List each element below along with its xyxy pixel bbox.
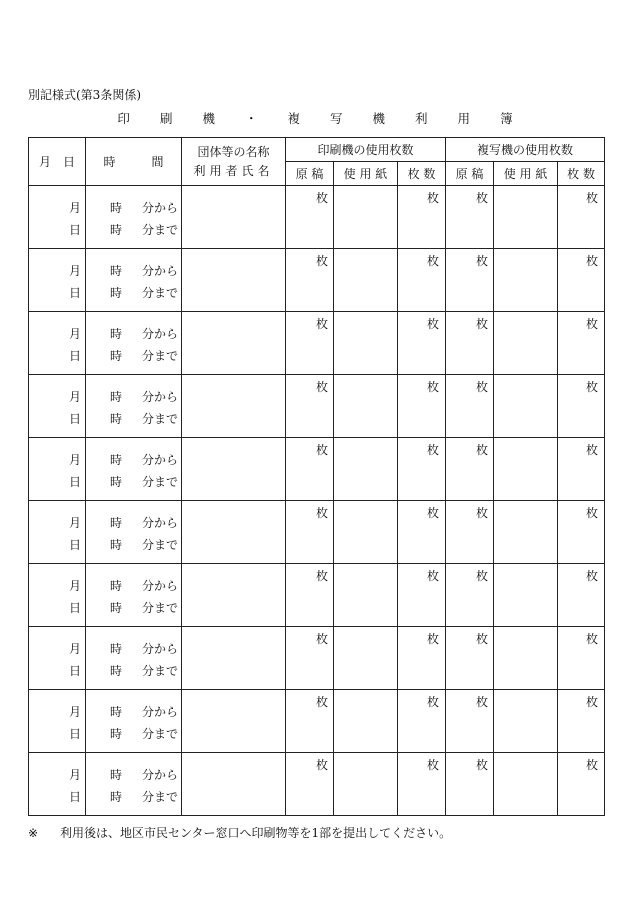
minute-from-label: 分から bbox=[142, 390, 179, 404]
hour-label: 時 bbox=[110, 516, 123, 530]
month-label: 月 bbox=[69, 327, 82, 341]
time-from bbox=[110, 768, 179, 782]
minute-to-label: 分まで bbox=[142, 538, 179, 552]
copier-count-cell[interactable] bbox=[558, 249, 605, 312]
printer-count-cell[interactable] bbox=[398, 564, 446, 627]
printer-paper-cell[interactable] bbox=[334, 186, 398, 249]
title-char: 簿 bbox=[500, 111, 513, 126]
ledger-row bbox=[29, 375, 605, 438]
ledger-row bbox=[29, 690, 605, 753]
minute-to-label: 分まで bbox=[142, 286, 179, 300]
footnote-text: 利用後は、地区市民センター窓口へ印刷物等を1部を提出してください。 bbox=[60, 826, 452, 840]
time-from bbox=[110, 264, 179, 278]
sheet-unit-label: 枚 bbox=[427, 695, 440, 709]
copier-count-cell[interactable] bbox=[558, 501, 605, 564]
title-char: 用 bbox=[457, 111, 471, 126]
footnote bbox=[28, 824, 451, 841]
date-cell[interactable] bbox=[29, 312, 86, 375]
copier-count-cell[interactable] bbox=[558, 438, 605, 501]
copier-count-cell[interactable] bbox=[558, 312, 605, 375]
ledger-row bbox=[29, 249, 605, 312]
minute-to-label: 分まで bbox=[142, 223, 179, 237]
copier-original-cell[interactable] bbox=[446, 564, 494, 627]
organization-user-cell[interactable] bbox=[182, 186, 286, 249]
ledger-row bbox=[29, 627, 605, 690]
month-label: 月 bbox=[69, 642, 82, 656]
copier-original-cell[interactable] bbox=[446, 312, 494, 375]
header-copier-count: 枚 数 bbox=[558, 162, 605, 186]
month-label: 月 bbox=[69, 264, 82, 278]
printer-count-cell[interactable] bbox=[398, 249, 446, 312]
sheet-unit-label: 枚 bbox=[476, 695, 489, 709]
sheet-unit-label: 枚 bbox=[476, 758, 489, 772]
day-label: 日 bbox=[69, 664, 82, 678]
printer-paper-cell[interactable] bbox=[334, 501, 398, 564]
footnote-mark: ※ bbox=[28, 826, 39, 840]
date-cell[interactable] bbox=[29, 249, 86, 312]
time-to bbox=[110, 412, 179, 426]
printer-original-cell[interactable] bbox=[286, 501, 334, 564]
hour-label: 時 bbox=[110, 727, 123, 741]
copier-original-cell[interactable] bbox=[446, 501, 494, 564]
hour-label: 時 bbox=[110, 790, 123, 804]
printer-count-cell[interactable] bbox=[398, 753, 446, 816]
month-label: 月 bbox=[69, 453, 82, 467]
header-organization bbox=[182, 138, 286, 186]
printer-original-cell[interactable] bbox=[286, 690, 334, 753]
printer-paper-cell[interactable] bbox=[334, 312, 398, 375]
copier-original-cell[interactable] bbox=[446, 753, 494, 816]
time-cell[interactable] bbox=[86, 249, 182, 312]
copier-paper-cell[interactable] bbox=[494, 627, 558, 690]
time-from bbox=[110, 390, 179, 404]
printer-count-cell[interactable] bbox=[398, 690, 446, 753]
time-from bbox=[110, 453, 179, 467]
minute-from-label: 分から bbox=[142, 453, 179, 467]
copier-count-cell[interactable] bbox=[558, 186, 605, 249]
printer-original-cell[interactable] bbox=[286, 249, 334, 312]
minute-to-label: 分まで bbox=[142, 601, 179, 615]
printer-original-cell[interactable] bbox=[286, 564, 334, 627]
ledger-row bbox=[29, 753, 605, 816]
month-label: 月 bbox=[69, 768, 82, 782]
organization-user-cell[interactable] bbox=[182, 375, 286, 438]
time-cell[interactable] bbox=[86, 627, 182, 690]
header-date: 月 日 bbox=[29, 138, 86, 186]
hour-label: 時 bbox=[110, 327, 123, 341]
copier-paper-cell[interactable] bbox=[494, 690, 558, 753]
hour-label: 時 bbox=[110, 768, 123, 782]
minute-from-label: 分から bbox=[142, 579, 179, 593]
day-label: 日 bbox=[69, 790, 82, 804]
minute-from-label: 分から bbox=[142, 642, 179, 656]
sheet-unit-label: 枚 bbox=[427, 443, 440, 457]
day-label: 日 bbox=[69, 601, 82, 615]
hour-label: 時 bbox=[110, 601, 123, 615]
sheet-unit-label: 枚 bbox=[476, 191, 489, 205]
hour-label: 時 bbox=[110, 286, 123, 300]
sheet-unit-label: 枚 bbox=[586, 443, 599, 457]
printer-count-cell[interactable] bbox=[398, 438, 446, 501]
sheet-unit-label: 枚 bbox=[427, 380, 440, 394]
organization-user-cell[interactable] bbox=[182, 312, 286, 375]
day-label: 日 bbox=[69, 349, 82, 363]
sheet-unit-label: 枚 bbox=[316, 254, 329, 268]
header-copier-group: 複写機の使用枚数 bbox=[446, 138, 605, 162]
time-from bbox=[110, 201, 179, 215]
time-from bbox=[110, 705, 179, 719]
hour-label: 時 bbox=[110, 664, 123, 678]
sheet-unit-label: 枚 bbox=[316, 632, 329, 646]
printer-count-cell[interactable] bbox=[398, 627, 446, 690]
title-char: 印 bbox=[117, 111, 130, 126]
time-cell[interactable] bbox=[86, 501, 182, 564]
time-cell[interactable] bbox=[86, 690, 182, 753]
organization-user-cell[interactable] bbox=[182, 249, 286, 312]
printer-paper-cell[interactable] bbox=[334, 627, 398, 690]
organization-user-cell[interactable] bbox=[182, 501, 286, 564]
usage-ledger-table bbox=[28, 137, 605, 816]
hour-label: 時 bbox=[110, 579, 123, 593]
copier-original-cell[interactable] bbox=[446, 249, 494, 312]
sheet-unit-label: 枚 bbox=[427, 632, 440, 646]
title-char: 機 bbox=[372, 111, 386, 126]
hour-label: 時 bbox=[110, 390, 123, 404]
sheet-unit-label: 枚 bbox=[586, 695, 599, 709]
copier-count-cell[interactable] bbox=[558, 627, 605, 690]
sheet-unit-label: 枚 bbox=[427, 758, 440, 772]
header-time: 時 間 bbox=[86, 138, 182, 186]
date-cell[interactable] bbox=[29, 375, 86, 438]
header-user-name: 利用者氏名 bbox=[193, 164, 274, 178]
printer-original-cell[interactable] bbox=[286, 375, 334, 438]
ledger-row bbox=[29, 312, 605, 375]
ledger-body bbox=[29, 186, 605, 816]
hour-label: 時 bbox=[110, 642, 123, 656]
sheet-unit-label: 枚 bbox=[476, 380, 489, 394]
sheet-unit-label: 枚 bbox=[586, 380, 599, 394]
time-from bbox=[110, 327, 179, 341]
copier-original-cell[interactable] bbox=[446, 627, 494, 690]
copier-count-cell[interactable] bbox=[558, 753, 605, 816]
sheet-unit-label: 枚 bbox=[316, 443, 329, 457]
minute-to-label: 分まで bbox=[142, 412, 179, 426]
copier-paper-cell[interactable] bbox=[494, 753, 558, 816]
time-to bbox=[110, 790, 179, 804]
date-cell[interactable] bbox=[29, 753, 86, 816]
copier-count-cell[interactable] bbox=[558, 690, 605, 753]
header-printer-count: 枚 数 bbox=[398, 162, 446, 186]
date-cell[interactable] bbox=[29, 564, 86, 627]
printer-count-cell[interactable] bbox=[398, 375, 446, 438]
sheet-unit-label: 枚 bbox=[316, 380, 329, 394]
minute-to-label: 分まで bbox=[142, 475, 179, 489]
day-label: 日 bbox=[69, 286, 82, 300]
sheet-unit-label: 枚 bbox=[586, 758, 599, 772]
date-cell[interactable] bbox=[29, 438, 86, 501]
month-label: 月 bbox=[69, 579, 82, 593]
time-cell[interactable] bbox=[86, 312, 182, 375]
hour-label: 時 bbox=[110, 223, 123, 237]
minute-from-label: 分から bbox=[142, 705, 179, 719]
sheet-unit-label: 枚 bbox=[476, 506, 489, 520]
printer-original-cell[interactable] bbox=[286, 186, 334, 249]
date-cell[interactable] bbox=[29, 186, 86, 249]
hour-label: 時 bbox=[110, 412, 123, 426]
printer-paper-cell[interactable] bbox=[334, 438, 398, 501]
organization-user-cell[interactable] bbox=[182, 753, 286, 816]
minute-to-label: 分まで bbox=[142, 349, 179, 363]
sheet-unit-label: 枚 bbox=[316, 506, 329, 520]
sheet-unit-label: 枚 bbox=[316, 317, 329, 331]
copier-paper-cell[interactable] bbox=[494, 564, 558, 627]
title-char: 機 bbox=[202, 111, 215, 126]
sheet-unit-label: 枚 bbox=[476, 254, 489, 268]
printer-original-cell[interactable] bbox=[286, 438, 334, 501]
minute-from-label: 分から bbox=[142, 516, 179, 530]
printer-paper-cell[interactable] bbox=[334, 249, 398, 312]
title-char: 刷 bbox=[159, 111, 173, 126]
sheet-unit-label: 枚 bbox=[476, 569, 489, 583]
printer-paper-cell[interactable] bbox=[334, 375, 398, 438]
minute-from-label: 分から bbox=[142, 768, 179, 782]
organization-user-cell[interactable] bbox=[182, 690, 286, 753]
sheet-unit-label: 枚 bbox=[476, 317, 489, 331]
hour-label: 時 bbox=[110, 538, 123, 552]
printer-original-cell[interactable] bbox=[286, 753, 334, 816]
header-printer-original: 原 稿 bbox=[286, 162, 334, 186]
month-label: 月 bbox=[69, 705, 82, 719]
sheet-unit-label: 枚 bbox=[316, 758, 329, 772]
title-char: 利 bbox=[415, 111, 428, 126]
time-cell[interactable] bbox=[86, 438, 182, 501]
copier-paper-cell[interactable] bbox=[494, 312, 558, 375]
sheet-unit-label: 枚 bbox=[586, 317, 599, 331]
copier-count-cell[interactable] bbox=[558, 564, 605, 627]
organization-user-cell[interactable] bbox=[182, 438, 286, 501]
sheet-unit-label: 枚 bbox=[427, 506, 440, 520]
sheet-unit-label: 枚 bbox=[586, 632, 599, 646]
copier-count-cell[interactable] bbox=[558, 375, 605, 438]
minute-to-label: 分まで bbox=[142, 664, 179, 678]
copier-paper-cell[interactable] bbox=[494, 186, 558, 249]
header-printer-paper: 使 用 紙 bbox=[334, 162, 398, 186]
month-label: 月 bbox=[69, 201, 82, 215]
title-char: 複 bbox=[287, 111, 300, 126]
date-cell[interactable] bbox=[29, 627, 86, 690]
ledger-row bbox=[29, 501, 605, 564]
time-to bbox=[110, 475, 179, 489]
time-cell[interactable] bbox=[86, 186, 182, 249]
sheet-unit-label: 枚 bbox=[586, 569, 599, 583]
organization-user-cell[interactable] bbox=[182, 564, 286, 627]
hour-label: 時 bbox=[110, 705, 123, 719]
minute-to-label: 分まで bbox=[142, 790, 179, 804]
title-char: 写 bbox=[330, 111, 343, 126]
time-from bbox=[110, 516, 179, 530]
time-to bbox=[110, 664, 179, 678]
title-char: ・ bbox=[244, 111, 258, 126]
minute-from-label: 分から bbox=[142, 264, 179, 278]
month-label: 月 bbox=[69, 390, 82, 404]
time-cell[interactable] bbox=[86, 375, 182, 438]
time-to bbox=[110, 538, 179, 552]
sheet-unit-label: 枚 bbox=[427, 569, 440, 583]
hour-label: 時 bbox=[110, 453, 123, 467]
sheet-unit-label: 枚 bbox=[427, 191, 440, 205]
printer-paper-cell[interactable] bbox=[334, 690, 398, 753]
copier-original-cell[interactable] bbox=[446, 186, 494, 249]
document-title bbox=[0, 109, 630, 127]
printer-count-cell[interactable] bbox=[398, 312, 446, 375]
day-label: 日 bbox=[69, 538, 82, 552]
hour-label: 時 bbox=[110, 475, 123, 489]
minute-from-label: 分から bbox=[142, 201, 179, 215]
printer-paper-cell[interactable] bbox=[334, 753, 398, 816]
sheet-unit-label: 枚 bbox=[427, 317, 440, 331]
day-label: 日 bbox=[69, 727, 82, 741]
time-cell[interactable] bbox=[86, 564, 182, 627]
month-label: 月 bbox=[69, 516, 82, 530]
sheet-unit-label: 枚 bbox=[586, 254, 599, 268]
organization-user-cell[interactable] bbox=[182, 627, 286, 690]
day-label: 日 bbox=[69, 475, 82, 489]
sheet-unit-label: 枚 bbox=[316, 569, 329, 583]
time-from bbox=[110, 579, 179, 593]
date-cell[interactable] bbox=[29, 690, 86, 753]
copier-original-cell[interactable] bbox=[446, 690, 494, 753]
time-to bbox=[110, 286, 179, 300]
sheet-unit-label: 枚 bbox=[427, 254, 440, 268]
printer-original-cell[interactable] bbox=[286, 627, 334, 690]
sheet-unit-label: 枚 bbox=[476, 632, 489, 646]
copier-original-cell[interactable] bbox=[446, 438, 494, 501]
sheet-unit-label: 枚 bbox=[476, 443, 489, 457]
hour-label: 時 bbox=[110, 264, 123, 278]
sheet-unit-label: 枚 bbox=[316, 191, 329, 205]
sheet-unit-label: 枚 bbox=[586, 506, 599, 520]
copier-paper-cell[interactable] bbox=[494, 249, 558, 312]
ledger-row bbox=[29, 564, 605, 627]
header-copier-original: 原 稿 bbox=[446, 162, 494, 186]
printer-count-cell[interactable] bbox=[398, 186, 446, 249]
hour-label: 時 bbox=[110, 349, 123, 363]
minute-to-label: 分まで bbox=[142, 727, 179, 741]
copier-paper-cell[interactable] bbox=[494, 501, 558, 564]
time-from bbox=[110, 642, 179, 656]
sheet-unit-label: 枚 bbox=[586, 191, 599, 205]
printer-paper-cell[interactable] bbox=[334, 564, 398, 627]
header-copier-paper: 使 用 紙 bbox=[494, 162, 558, 186]
time-to bbox=[110, 727, 179, 741]
copier-paper-cell[interactable] bbox=[494, 375, 558, 438]
form-reference: 別記様式(第3条関係) bbox=[28, 88, 141, 102]
copier-original-cell[interactable] bbox=[446, 375, 494, 438]
printer-count-cell[interactable] bbox=[398, 501, 446, 564]
date-cell[interactable] bbox=[29, 501, 86, 564]
copier-paper-cell[interactable] bbox=[494, 438, 558, 501]
printer-original-cell[interactable] bbox=[286, 312, 334, 375]
hour-label: 時 bbox=[110, 201, 123, 215]
day-label: 日 bbox=[69, 223, 82, 237]
day-label: 日 bbox=[69, 412, 82, 426]
time-cell[interactable] bbox=[86, 753, 182, 816]
time-to bbox=[110, 601, 179, 615]
ledger-row bbox=[29, 438, 605, 501]
time-to bbox=[110, 223, 179, 237]
header-printer-group: 印刷機の使用枚数 bbox=[286, 138, 446, 162]
sheet-unit-label: 枚 bbox=[316, 695, 329, 709]
time-to bbox=[110, 349, 179, 363]
minute-from-label: 分から bbox=[142, 327, 179, 341]
header-org-name: 団体等の名称 bbox=[197, 145, 270, 159]
ledger-row bbox=[29, 186, 605, 249]
